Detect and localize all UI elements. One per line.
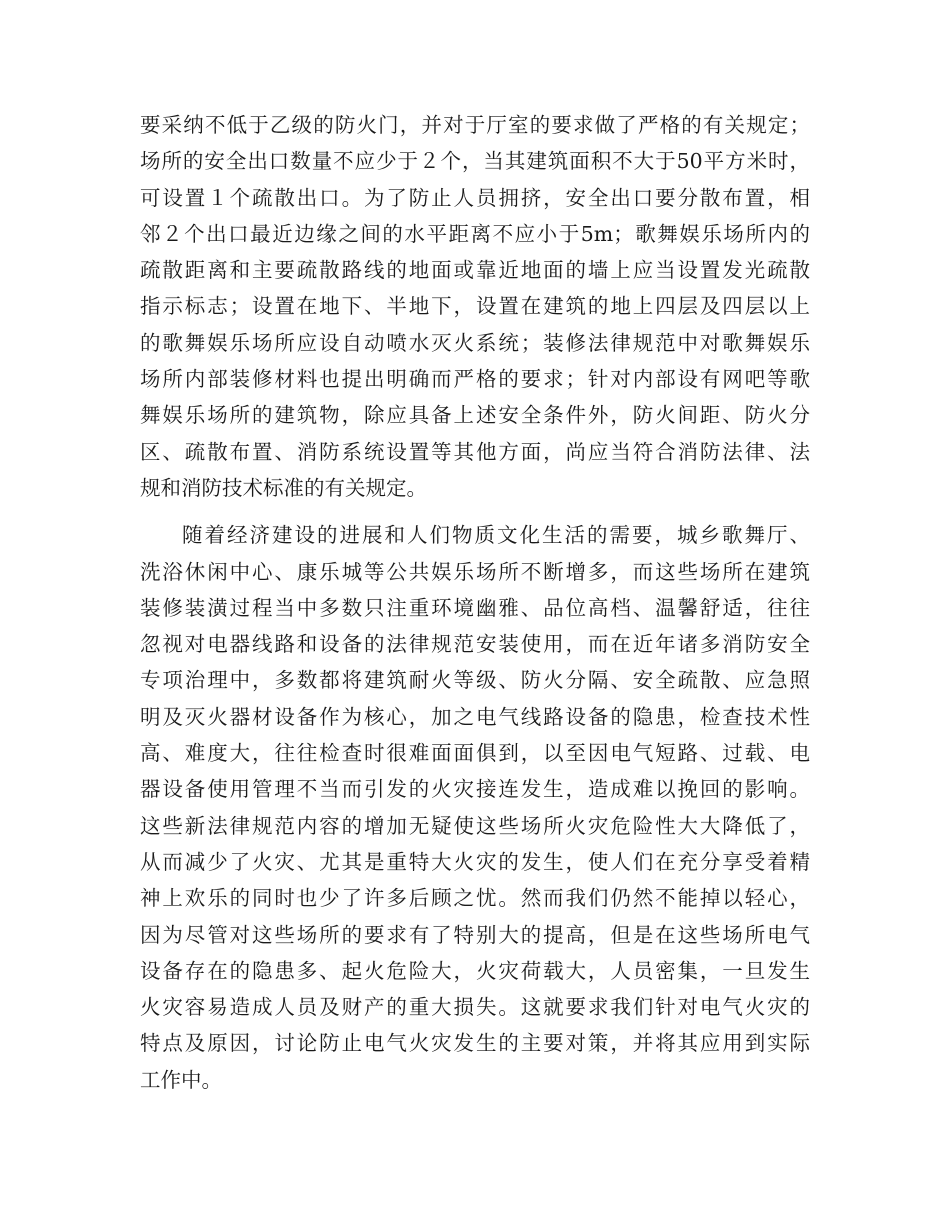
text-line: 随着经济建设的进展和人们物质文化生活的需要，城乡歌舞厅、 [182, 523, 810, 548]
text-line: 高、难度大，往往检查时很难面面俱到，以至因电气短路、过载、电 [140, 741, 810, 766]
paragraph-1 [140, 107, 810, 506]
text-line: 神上欢乐的同时也少了许多后顾之忧。然而我们仍然不能掉以轻心， [140, 886, 810, 911]
text-line: 工作中。 [140, 1067, 222, 1092]
paragraph-2 [140, 517, 810, 1098]
text-line: 装修装潢过程当中多数只注重环境幽雅、品位高档、温馨舒适，往往 [140, 595, 810, 620]
text-line: 专项治理中，多数都将建筑耐火等级、防火分隔、安全疏散、应急照 [140, 668, 810, 693]
text-line: 因为尽管对这些场所的要求有了特别大的提高，但是在这些场所电气 [140, 922, 810, 947]
paragraph-spacer [140, 506, 810, 517]
text-line: 洗浴休闲中心、康乐城等公共娱乐场所不断增多，而这些场所在建筑 [140, 559, 810, 584]
text-line: 明及灭火器材设备作为核心，加之电气线路设备的隐患，检查技术性 [140, 704, 810, 729]
text-line: 舞娱乐场所的建筑物，除应具备上述安全条件外，防火间距、防火分 [140, 403, 810, 428]
text-line: 规和消防技术标准的有关规定。 [140, 475, 427, 500]
text-line: 器设备使用管理不当而引发的火灾接连发生，造成难以挽回的影响。 [140, 777, 810, 802]
document-body [140, 107, 810, 1098]
text-line: 可设置１个疏散出口。为了防止人员拥挤，安全出口要分散布置，相 [140, 185, 810, 210]
text-line: 忽视对电器线路和设备的法律规范安装使用，而在近年诸多消防安全 [140, 632, 810, 657]
text-line: 特点及原因，讨论防止电气火灾发生的主要对策，并将其应用到实际 [140, 1031, 810, 1056]
text-line: 的歌舞娱乐场所应设自动喷水灭火系统；装修法律规范中对歌舞娱乐 [140, 330, 810, 355]
text-line: 区、疏散布置、消防系统设置等其他方面，尚应当符合消防法律、法 [140, 439, 810, 464]
text-line: 设备存在的隐患多、起火危险大，火灾荷载大，人员密集，一旦发生 [140, 958, 810, 983]
text-line: 火灾容易造成人员及财产的重大损失。这就要求我们针对电气火灾的 [140, 995, 810, 1020]
text-line: 场所的安全出口数量不应少于２个，当其建筑面积不大于50平方米时， [140, 149, 810, 174]
text-line: 从而减少了火灾、尤其是重特大火灾的发生，使人们在充分享受着精 [140, 849, 810, 874]
text-line: 指示标志；设置在地下、半地下，设置在建筑的地上四层及四层以上 [140, 294, 810, 319]
text-line: 这些新法律规范内容的增加无疑使这些场所火灾危险性大大降低了， [140, 813, 810, 838]
text-line: 疏散距离和主要疏散路线的地面或靠近地面的墙上应当设置发光疏散 [140, 258, 810, 283]
text-line: 邻２个出口最近边缘之间的水平距离不应小于5m；歌舞娱乐场所内的 [140, 221, 810, 246]
text-line: 场所内部装修材料也提出明确而严格的要求；针对内部设有网吧等歌 [140, 367, 810, 392]
text-line: 要采纳不低于乙级的防火门，并对于厅室的要求做了严格的有关规定； [140, 113, 810, 137]
